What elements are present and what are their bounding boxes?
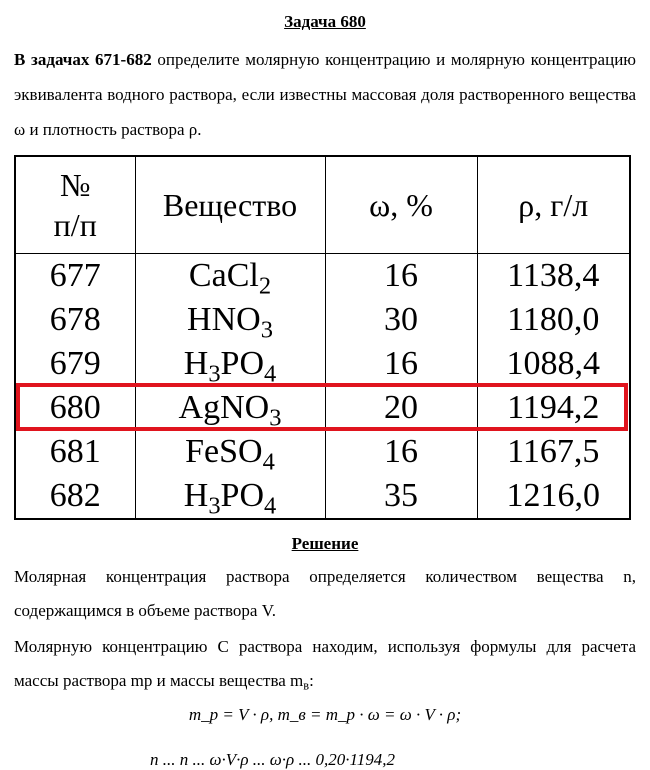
p2-text: Молярную концентрацию С раствора находим, используя формулы для расчета массы раствора mр и массы вещества m (14, 637, 636, 690)
cell-num: 679 (15, 342, 135, 386)
solution-heading: Решение (291, 534, 359, 553)
formula-part: PO (220, 345, 265, 382)
header-substance: Вещество (135, 156, 325, 254)
formula-moles: n ... n ... ω·V·ρ ... ω·ρ ... 0,20·1194,2 (150, 750, 395, 769)
cell-omega: 16 (325, 342, 477, 386)
header-num-line2: п/п (53, 207, 97, 243)
header-rho: ρ, г/л (477, 156, 630, 254)
table-row (15, 474, 630, 519)
formula-subscript: 3 (208, 492, 221, 520)
formula-subscript: 4 (264, 492, 277, 520)
task-table (14, 155, 631, 520)
formula-subscript: 4 (264, 360, 277, 388)
solution-paragraph-2 (14, 630, 636, 698)
cell-num: 680 (15, 386, 135, 430)
cell-omega: 16 (325, 254, 477, 299)
header-num (15, 156, 135, 254)
table-row (15, 386, 630, 430)
cell-omega: 30 (325, 298, 477, 342)
task-intro (14, 42, 636, 147)
cell-num: 682 (15, 474, 135, 519)
table-row (15, 430, 630, 474)
cell-substance (135, 386, 325, 430)
formula-subscript: 3 (208, 360, 221, 388)
cell-rho: 1138,4 (477, 254, 630, 299)
intro-bold: В задачах 671-682 (14, 50, 152, 69)
task-title: Задача 680 (284, 12, 366, 31)
formula-part: FeSO (185, 433, 263, 470)
cell-substance (135, 254, 325, 299)
header-omega: ω, % (325, 156, 477, 254)
formula-subscript: 3 (269, 404, 282, 432)
cell-num: 681 (15, 430, 135, 474)
formula-mass: m_р = V · ρ, m_в = m_р · ω = ω · V · ρ; (188, 705, 462, 724)
formula-part: HNO (187, 301, 261, 338)
cell-omega: 16 (325, 430, 477, 474)
cell-num: 677 (15, 254, 135, 299)
formula-part: CaCl (188, 257, 259, 294)
cell-substance (135, 298, 325, 342)
formula-part: H (183, 477, 209, 514)
formula-part: PO (220, 477, 265, 514)
formula-part: AgNO (178, 389, 270, 426)
table-row (15, 342, 630, 386)
formula-subscript: 2 (258, 272, 272, 300)
intro-text: определите молярную концентрацию и молярную концентрацию эквивалента водного раствора, если известны массовая доля растворенного вещества ω и плотность раствора ρ. (14, 50, 636, 139)
p2-end: : (309, 671, 314, 690)
cell-rho: 1167,5 (477, 430, 630, 474)
formula-part: H (183, 345, 209, 382)
formula-subscript: 3 (260, 316, 273, 344)
cell-omega: 20 (325, 386, 477, 430)
cell-substance (135, 342, 325, 386)
table-header-row (15, 156, 630, 254)
formula-subscript: 4 (262, 448, 275, 476)
p2-sub: в (303, 678, 310, 693)
cell-rho: 1216,0 (477, 474, 630, 519)
cell-omega: 35 (325, 474, 477, 519)
cell-rho: 1180,0 (477, 298, 630, 342)
cell-rho: 1194,2 (477, 386, 630, 430)
table-row (15, 298, 630, 342)
header-num-line1: № (59, 167, 91, 203)
cell-rho: 1088,4 (477, 342, 630, 386)
table-row (15, 254, 630, 299)
solution-paragraph-1: Молярная концентрация раствора определяется количеством вещества n, содержащимся в объеме раствора V. (14, 567, 636, 620)
cell-substance (135, 474, 325, 519)
cell-num: 678 (15, 298, 135, 342)
cell-substance (135, 430, 325, 474)
